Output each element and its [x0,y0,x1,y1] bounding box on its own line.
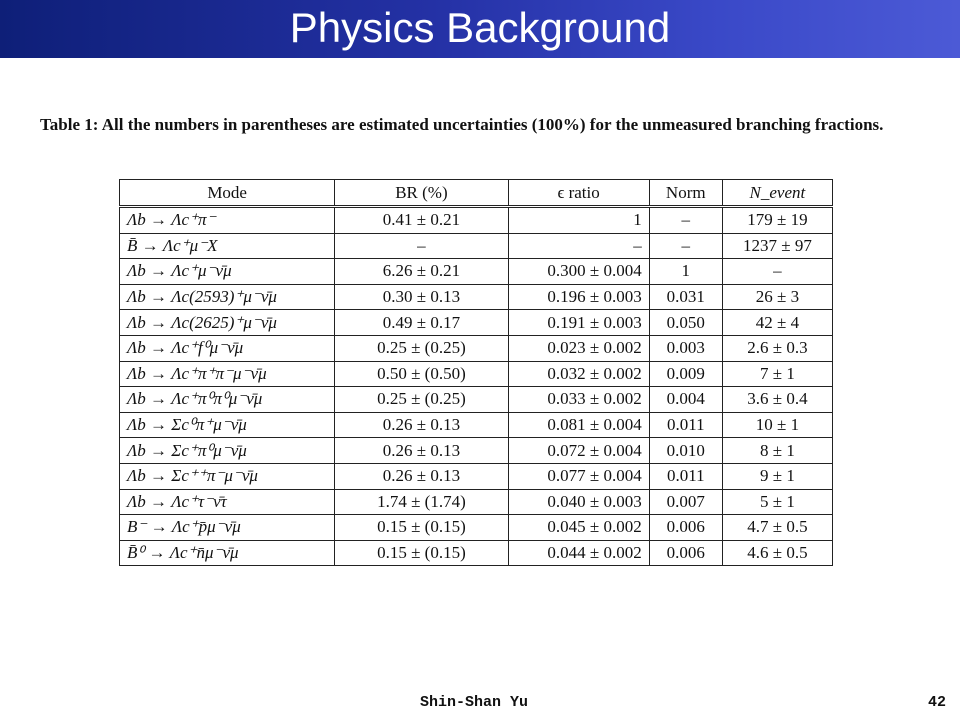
cell-nevent: 9 ± 1 [722,463,832,489]
slide-title: Physics Background [289,4,671,51]
cell-mode: B⁻ → Λc⁺p̄μ⁻ν̄μ [120,515,335,541]
cell-eff-ratio: 0.191 ± 0.003 [508,310,649,336]
table-row [120,489,833,515]
cell-nevent: 1237 ± 97 [722,233,832,259]
table-row [120,310,833,336]
page-number: 42 [927,694,946,711]
cell-nevent: 5 ± 1 [722,489,832,515]
cell-mode: Λb → Λc⁺τ⁻ν̄τ [120,489,335,515]
table-row [120,463,833,489]
cell-eff-ratio: 0.077 ± 0.004 [508,463,649,489]
cell-nevent: 3.6 ± 0.4 [722,387,832,413]
cell-norm: – [649,207,722,234]
cell-mode: Λb → Σc⁰π⁺μ⁻ν̄μ [120,412,335,438]
table-row [120,233,833,259]
table-row [120,207,833,234]
cell-mode: Λb → Λc⁺f⁰μ⁻ν̄μ [120,335,335,361]
table-row [120,438,833,464]
cell-norm: 0.007 [649,489,722,515]
cell-nevent: 2.6 ± 0.3 [722,335,832,361]
cell-br: 0.25 ± (0.25) [335,335,508,361]
table-row [120,361,833,387]
cell-br: 0.41 ± 0.21 [335,207,508,234]
cell-mode: Λb → Λc(2625)⁺μ⁻ν̄μ [120,310,335,336]
cell-eff-ratio: 1 [508,207,649,234]
cell-mode: Λb → Λc(2593)⁺μ⁻ν̄μ [120,284,335,310]
cell-nevent: 26 ± 3 [722,284,832,310]
table-row [120,284,833,310]
cell-eff-ratio: 0.081 ± 0.004 [508,412,649,438]
cell-norm: 1 [649,259,722,285]
cell-nevent: 179 ± 19 [722,207,832,234]
cell-br: 0.15 ± (0.15) [335,515,508,541]
cell-mode: Λb → Λc⁺π⁰π⁰μ⁻ν̄μ [120,387,335,413]
footer-author: Shin-Shan Yu [420,694,529,711]
table-caption [40,114,920,136]
header-norm: Norm [649,180,722,207]
cell-norm: 0.003 [649,335,722,361]
caption-label: Table 1: [40,115,99,134]
cell-norm: 0.031 [649,284,722,310]
table-row [120,387,833,413]
cell-nevent: – [722,259,832,285]
cell-mode: Λb → Σc⁺⁺π⁻μ⁻ν̄μ [120,463,335,489]
cell-mode: B̄⁰ → Λc⁺n̄μ⁻ν̄μ [120,540,335,566]
cell-eff-ratio: 0.300 ± 0.004 [508,259,649,285]
cell-eff-ratio: 0.040 ± 0.003 [508,489,649,515]
cell-norm: – [649,233,722,259]
table-row [120,412,833,438]
cell-eff-ratio: 0.196 ± 0.003 [508,284,649,310]
cell-eff-ratio: – [508,233,649,259]
cell-norm: 0.011 [649,412,722,438]
table-header-row [120,180,833,207]
cell-br: 6.26 ± 0.21 [335,259,508,285]
cell-norm: 0.009 [649,361,722,387]
title-bar [0,0,960,58]
cell-br: 0.49 ± 0.17 [335,310,508,336]
cell-br: 0.15 ± (0.15) [335,540,508,566]
cell-mode: Λb → Λc⁺μ⁻ν̄μ [120,259,335,285]
cell-norm: 0.004 [649,387,722,413]
cell-eff-ratio: 0.072 ± 0.004 [508,438,649,464]
cell-br: 1.74 ± (1.74) [335,489,508,515]
cell-br: 0.26 ± 0.13 [335,438,508,464]
cell-norm: 0.010 [649,438,722,464]
cell-br: 0.26 ± 0.13 [335,412,508,438]
branching-fraction-table [119,179,833,566]
cell-eff-ratio: 0.032 ± 0.002 [508,361,649,387]
cell-br: – [335,233,508,259]
header-br: BR (%) [335,180,508,207]
cell-eff-ratio: 0.023 ± 0.002 [508,335,649,361]
cell-mode: Λb → Σc⁺π⁰μ⁻ν̄μ [120,438,335,464]
cell-norm: 0.006 [649,515,722,541]
cell-norm: 0.050 [649,310,722,336]
cell-nevent: 10 ± 1 [722,412,832,438]
header-nevent: N_event [722,180,832,207]
cell-br: 0.50 ± (0.50) [335,361,508,387]
cell-br: 0.26 ± 0.13 [335,463,508,489]
cell-br: 0.25 ± (0.25) [335,387,508,413]
header-mode: Mode [120,180,335,207]
cell-br: 0.30 ± 0.13 [335,284,508,310]
cell-mode: B̄ → Λc⁺μ⁻X [120,233,335,259]
caption-text: All the numbers in parentheses are estimated uncertainties (100%) for the unmeasured branching fractions. [101,115,884,134]
cell-nevent: 7 ± 1 [722,361,832,387]
header-eff-ratio: ϵ ratio [508,180,649,207]
table-row [120,335,833,361]
cell-mode: Λb → Λc⁺π⁻ [120,207,335,234]
table-body [120,207,833,566]
table-row [120,540,833,566]
table-row [120,259,833,285]
cell-norm: 0.011 [649,463,722,489]
cell-nevent: 42 ± 4 [722,310,832,336]
table-row [120,515,833,541]
cell-nevent: 8 ± 1 [722,438,832,464]
cell-eff-ratio: 0.044 ± 0.002 [508,540,649,566]
cell-eff-ratio: 0.033 ± 0.002 [508,387,649,413]
cell-nevent: 4.6 ± 0.5 [722,540,832,566]
cell-mode: Λb → Λc⁺π⁺π⁻μ⁻ν̄μ [120,361,335,387]
cell-eff-ratio: 0.045 ± 0.002 [508,515,649,541]
cell-norm: 0.006 [649,540,722,566]
cell-nevent: 4.7 ± 0.5 [722,515,832,541]
